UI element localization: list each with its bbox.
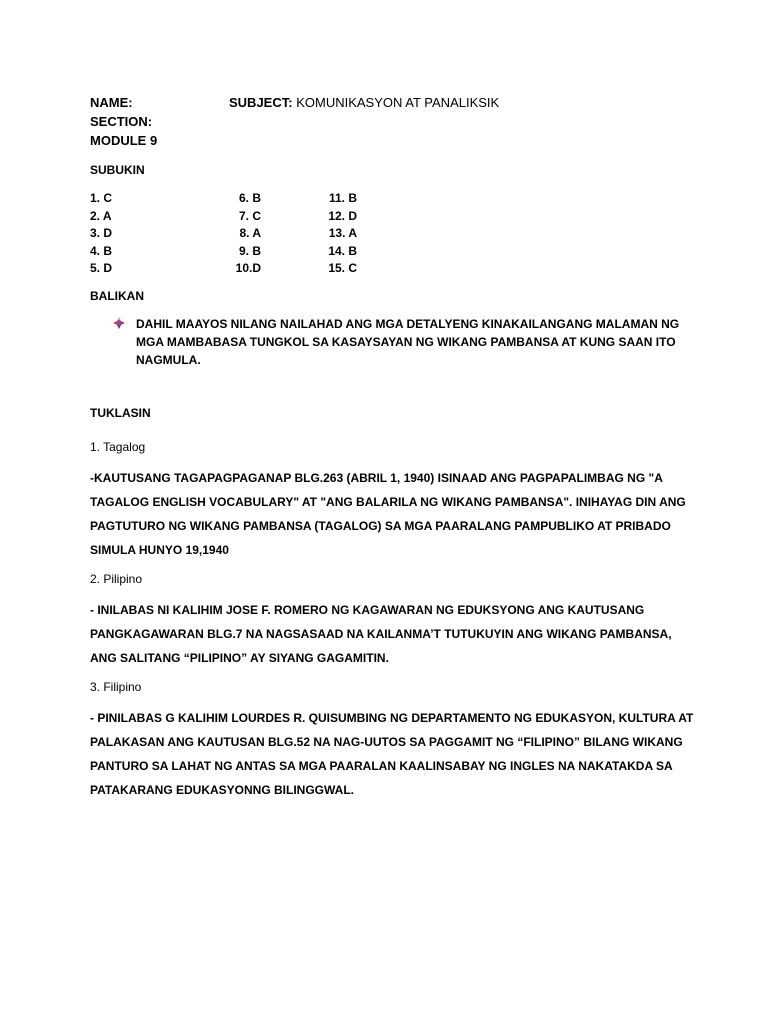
- tuklasin-title: TUKLASIN: [90, 406, 151, 420]
- tuklasin-heading-filipino: 3. Filipino: [90, 680, 142, 694]
- answer-column-2: [211, 190, 261, 278]
- answer-item: 15. C: [328, 261, 357, 275]
- paragraph-line: - PINILABAS G KALIHIM LOURDES R. QUISUMBING NG DEPARTAMENTO NG EDUKASYON, KULTURA AT: [90, 711, 694, 725]
- tuklasin-paragraph-tagalog: [90, 466, 686, 562]
- answer-item: 14. B: [328, 243, 357, 258]
- answer-item: 12. D: [328, 208, 357, 223]
- paragraph-line: - INILABAS NI KALIHIM JOSE F. ROMERO NG KAGAWARAN NG EDUKSYONG ANG KAUTUSANG: [90, 603, 645, 617]
- answer-item: 9. B: [238, 243, 261, 258]
- paragraph-line: -KAUTUSANG TAGAPAGPAGANAP BLG.263 (ABRIL 1, 1940) ISINAAD ANG PAGPAPALIMBAG NG "A: [90, 471, 663, 485]
- paragraph-line: ANG SALITANG “PILIPINO” AY SIYANG GAGAMITIN.: [90, 651, 389, 665]
- subject-label: SUBJECT:: [229, 95, 293, 110]
- answer-column-1: [90, 190, 112, 278]
- paragraph-line: PAGTUTURO NG WIKANG PAMBANSA (TAGALOG) SA MGA PAARALANG PAMPUBLIKO AT PRIBADO: [90, 519, 671, 533]
- name-label: NAME:: [90, 95, 133, 110]
- answer-item: 13. A: [328, 226, 357, 240]
- paragraph-line: TAGALOG ENGLISH VOCABULARY" AT "ANG BALARILA NG WIKANG PAMBANSA". INIHAYAG DIN ANG: [90, 495, 686, 509]
- balikan-line: DAHIL MAAYOS NILANG NAILAHAD ANG MGA DETALYENG KINAKAILANGANG MALAMAN NG: [136, 317, 680, 331]
- balikan-title: BALIKAN: [90, 289, 144, 303]
- balikan-line: MGA MAMBABASA TUNGKOL SA KASAYSAYAN NG WIKANG PAMBANSA AT KUNG SAAN ITO: [136, 335, 676, 349]
- subject-line: [229, 95, 499, 110]
- answer-item: 7. C: [238, 208, 261, 223]
- section-label: SECTION:: [90, 114, 153, 129]
- tuklasin-heading-pilipino: 2. Pilipino: [90, 572, 143, 586]
- paragraph-line: PANTURO SA LAHAT NG ANTAS SA MGA PAARALAN KAALINSABAY NG INGLES NA NAKATAKDA SA: [90, 759, 673, 773]
- paragraph-line: PANGKAGAWARAN BLG.7 NA NAGSASAAD NA KAILANMA’T TUTUKUYIN ANG WIKANG PAMBANSA,: [90, 627, 672, 641]
- answer-column-3: [315, 190, 357, 278]
- arrow-bullet-icon: [113, 317, 125, 329]
- answer-item: 1. C: [90, 191, 113, 205]
- answer-item: 10.D: [235, 261, 261, 275]
- balikan-answer: [136, 315, 696, 369]
- tuklasin-heading-tagalog: 1. Tagalog: [90, 440, 146, 454]
- subject-value: KOMUNIKASYON AT PANALIKSIK: [296, 95, 500, 110]
- paragraph-line: PALAKASAN ANG KAUTUSAN BLG.52 NA NAG-UUTOS SA PAGGAMIT NG “FILIPINO” BILANG WIKANG: [90, 735, 683, 749]
- module-label: MODULE 9: [90, 133, 158, 148]
- paragraph-line: PATAKARANG EDUKASYONNG BILINGGWAL.: [90, 783, 354, 797]
- balikan-line: NAGMULA.: [136, 353, 201, 367]
- answer-item: 3. D: [90, 226, 113, 240]
- answer-item: 6. B: [238, 191, 261, 205]
- answer-item: 4. B: [90, 243, 113, 258]
- answer-item: 5. D: [90, 261, 113, 275]
- answer-item: 11. B: [328, 191, 357, 205]
- answer-item: 2. A: [90, 208, 112, 223]
- paragraph-line: SIMULA HUNYO 19,1940: [90, 543, 229, 557]
- tuklasin-paragraph-filipino: [90, 706, 694, 802]
- tuklasin-paragraph-pilipino: [90, 598, 680, 670]
- subukin-title: SUBUKIN: [90, 163, 145, 177]
- answer-item: 8. A: [239, 226, 261, 240]
